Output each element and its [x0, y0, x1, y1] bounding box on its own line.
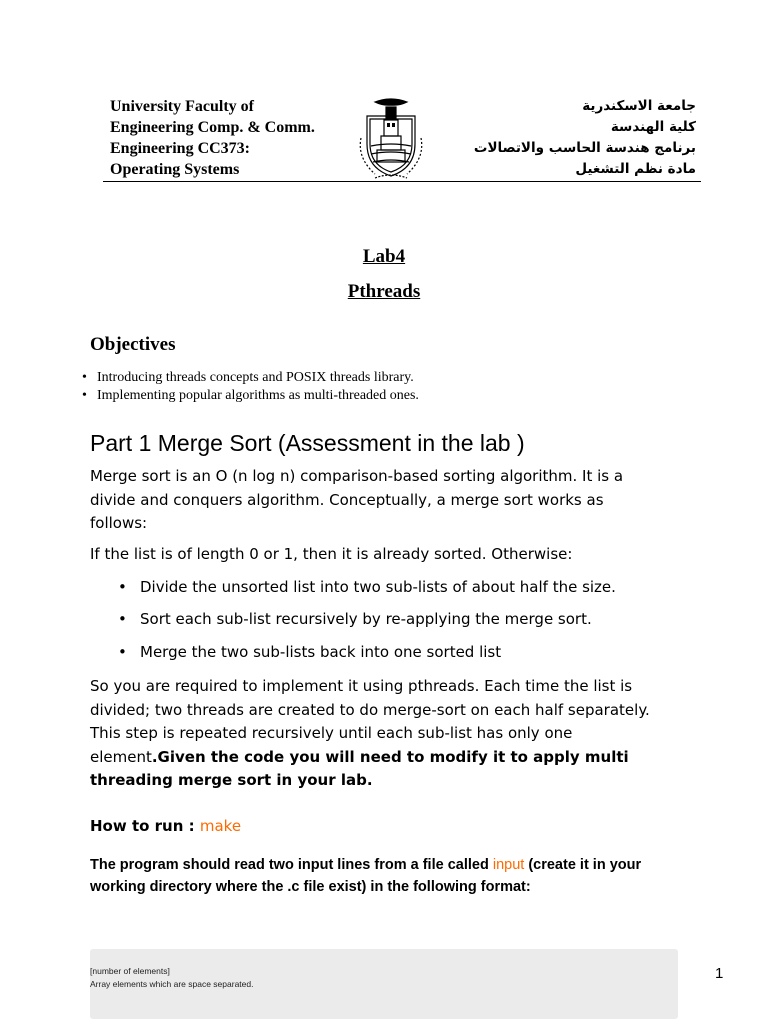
- header-left-line: Operating Systems: [110, 161, 240, 178]
- header-divider: [103, 181, 701, 182]
- input-filename: input: [492, 857, 525, 873]
- how-to-run-command: make: [199, 817, 242, 835]
- requirement-text: So you are required to implement it using pthreads. Each time the list is divided; two threads are created to do merge-sort on each half separately. This step is repeated recursively until each sub-list has only one element: [90, 677, 650, 766]
- header-right-arabic: [473, 96, 696, 180]
- list-item: • Implementing popular algorithms as multi-threaded ones.: [81, 387, 419, 405]
- header-right-line: مادة نظم التشغيل: [575, 161, 696, 177]
- code-line: Array elements which are space separated.: [90, 979, 254, 989]
- lab-title: Lab4: [362, 246, 406, 267]
- part1-heading: Part 1 Merge Sort (Assessment in the lab ): [90, 430, 525, 456]
- requirement-bold-text: .Given the code you will need to modify it to apply multi threading merge sort in your lab.: [90, 747, 629, 789]
- header-left-line: Engineering Comp. & Comm.: [110, 119, 315, 136]
- list-item: • Divide the unsorted list into two sub-lists of about half the size.: [118, 576, 616, 600]
- steps-list: [118, 608, 592, 632]
- how-to-run-label: How to run :: [90, 817, 195, 835]
- header-left-line: Engineering CC373:: [110, 140, 250, 157]
- steps-list: [118, 641, 501, 665]
- header-right-line: جامعة الاسكندرية: [582, 98, 696, 114]
- how-to-run: [90, 815, 241, 839]
- part1-condition: If the list is of length 0 or 1, then it is already sorted. Otherwise:: [90, 545, 573, 563]
- page-number: 1: [715, 965, 724, 982]
- code-block: [90, 949, 678, 1019]
- list-item: • Merge the two sub-lists back into one sorted list: [118, 641, 501, 665]
- header-right-line: برنامج هندسة الحاسب والاتصالات: [473, 140, 696, 156]
- steps-list: [118, 576, 616, 600]
- list-item: • Introducing threads concepts and POSIX threads library.: [81, 369, 419, 387]
- objectives-list: [81, 369, 419, 405]
- header-left-line: University Faculty of: [110, 98, 254, 115]
- topic-title: Pthreads: [347, 281, 421, 302]
- list-item: • Sort each sub-list recursively by re-applying the merge sort.: [118, 608, 592, 632]
- code-line: [number of elements]: [90, 966, 170, 976]
- part1-intro: Merge sort is an O (n log n) comparison-based sorting algorithm. It is a divide and conquers algorithm. Conceptually, a merge sort works as follows:: [90, 467, 624, 532]
- objectives-heading: Objectives: [90, 334, 176, 355]
- input-instructions: [90, 854, 650, 898]
- input-text-before: The program should read two input lines from a file called: [90, 857, 489, 873]
- header-right-line: كلية الهندسة: [610, 119, 696, 135]
- input-text-after: (create it in your working directory where the .c file exist) in the following format:: [90, 857, 642, 895]
- part1-requirement: [90, 675, 650, 793]
- header-left-english: [110, 96, 360, 180]
- university-seal-icon: [355, 98, 427, 180]
